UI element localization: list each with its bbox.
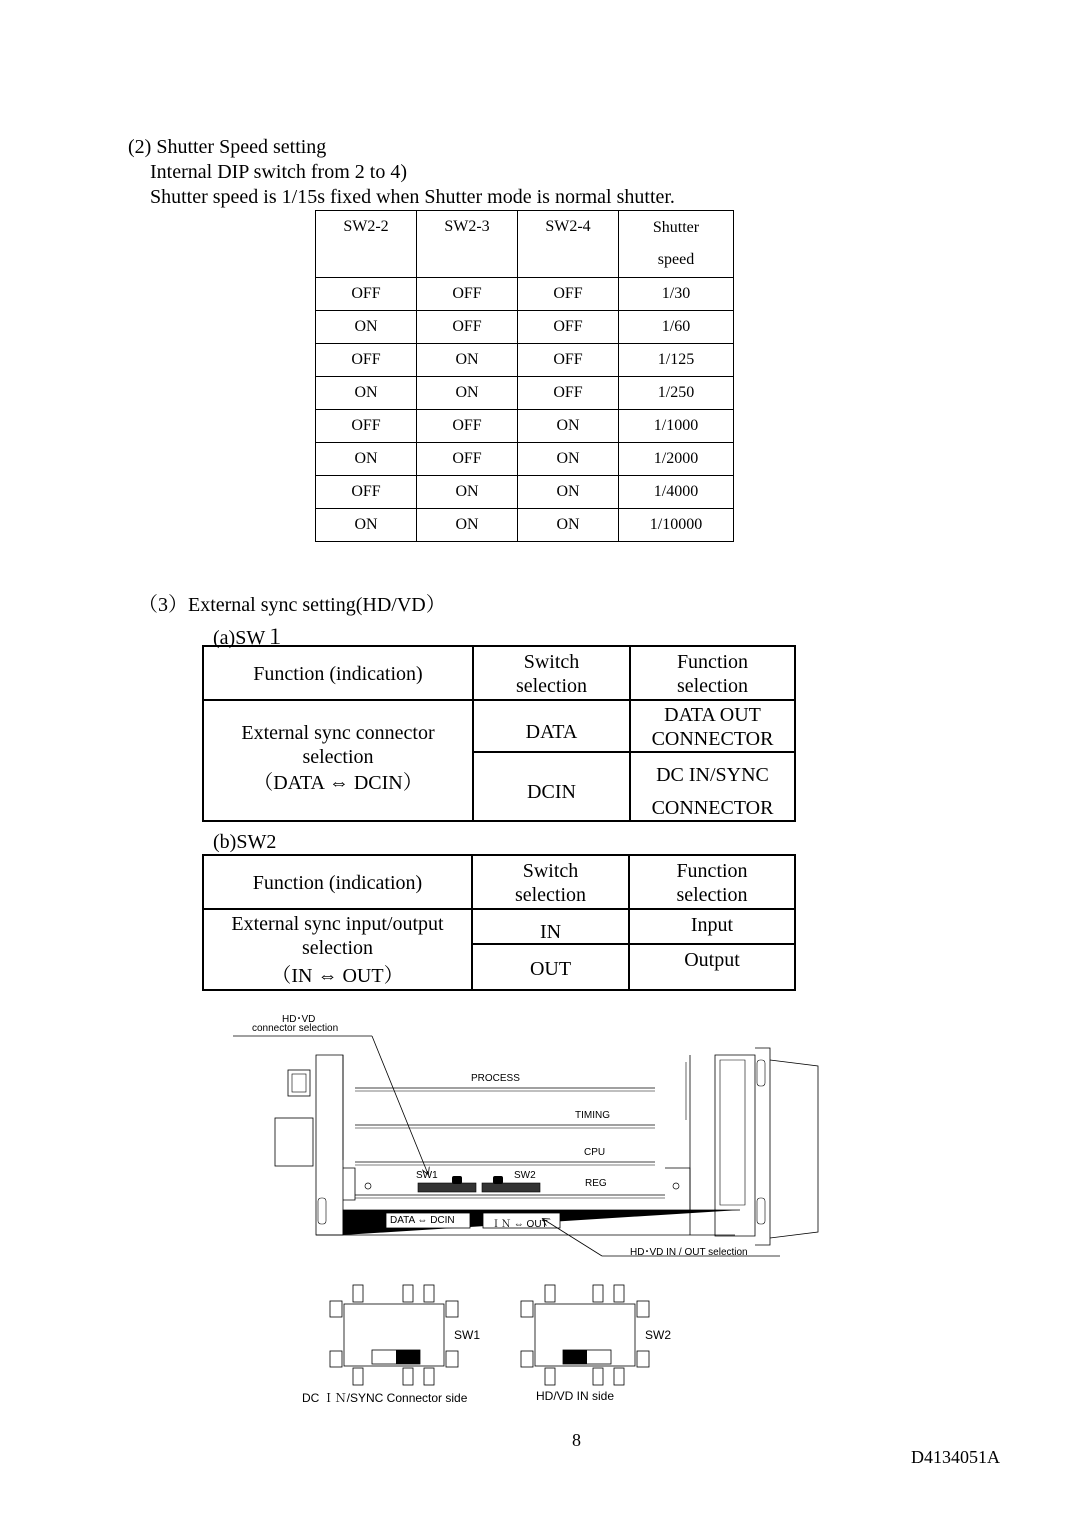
- cell: ON: [518, 476, 619, 509]
- section-2-subheading: Internal DIP switch from 2 to 4): [150, 161, 407, 183]
- sw2-header-function-selection: Function selection: [676, 860, 748, 906]
- cell: OFF: [417, 311, 518, 344]
- sw2-subheading: (b)SW2: [213, 831, 277, 853]
- sw1-detail-label: SW1: [454, 1328, 481, 1342]
- cell: ON: [518, 509, 619, 542]
- cell: ON: [316, 443, 417, 476]
- cell: OFF: [316, 344, 417, 377]
- sw1-board-label: SW1: [416, 1170, 438, 1181]
- cell: OFF: [417, 410, 518, 443]
- cell: 1/60: [619, 311, 734, 344]
- sw2-side-label: HD/VD IN side: [536, 1389, 615, 1403]
- cell: 1/30: [619, 278, 734, 311]
- cell: ON: [417, 344, 518, 377]
- header-shutter: Shutter: [652, 219, 700, 236]
- cell: OFF: [316, 410, 417, 443]
- cell: 1/1000: [619, 410, 734, 443]
- sw2-board-label: SW2: [514, 1170, 536, 1181]
- sw1-description: External sync connector selection （DATA ⇔ DCIN）: [241, 722, 435, 794]
- sw1-function-dcin-sync: DC IN/SYNC CONNECTOR: [651, 764, 774, 819]
- in-out-box-label: ＩＮ ⇔ OUT: [491, 1219, 548, 1230]
- section-3-heading: （3）External sync setting(HD/VD）: [138, 594, 446, 616]
- cell: ON: [518, 443, 619, 476]
- cell: ON: [316, 311, 417, 344]
- sw1-header-switch: Switch selection: [515, 651, 588, 697]
- sw1-function-data-out: DATA OUT CONNECTOR: [651, 704, 774, 750]
- cpu-board-label: CPU: [584, 1147, 606, 1158]
- cell: 1/250: [619, 377, 734, 410]
- cell: 1/4000: [619, 476, 734, 509]
- data-dcin-box-label: DATA ⇔ DCIN: [390, 1215, 455, 1226]
- sw2-function-input: Input: [690, 914, 734, 936]
- hdvd-label-line1: HD･VD: [282, 1014, 316, 1025]
- process-board-label: PROCESS: [471, 1073, 520, 1084]
- header-speed: speed: [657, 251, 695, 268]
- sw1-option-dcin: DCIN: [527, 781, 576, 803]
- timing-board-label: TIMING: [575, 1110, 610, 1121]
- cell: ON: [316, 509, 417, 542]
- cell: 1/2000: [619, 443, 734, 476]
- cell: ON: [417, 509, 518, 542]
- hdvd-inout-selection-label: HD･VD IN / OUT selection: [630, 1247, 748, 1258]
- reg-board-label: REG: [585, 1178, 607, 1189]
- cell: ON: [518, 410, 619, 443]
- cell: ON: [417, 476, 518, 509]
- header-sw2-4: SW2-4: [545, 218, 591, 235]
- sw1-header-function: Function (indication): [253, 663, 423, 685]
- header-sw2-2: SW2-2: [343, 218, 389, 235]
- cell: OFF: [518, 278, 619, 311]
- cell: OFF: [518, 344, 619, 377]
- sw2-header-switch: Switch selection: [514, 860, 587, 906]
- cell: ON: [417, 377, 518, 410]
- cell: OFF: [316, 278, 417, 311]
- sw1-subheading: (a)SW１: [213, 627, 286, 649]
- sw1-side-label: DC ＩＮ/SYNC Connector side: [302, 1391, 468, 1405]
- cell: OFF: [518, 311, 619, 344]
- sw2-option-out: OUT: [529, 958, 572, 980]
- cell: OFF: [518, 377, 619, 410]
- document-id: D4134051A: [911, 1447, 1000, 1467]
- sw1-header-function-selection: Function selection: [676, 651, 749, 697]
- sw2-function-output: Output: [684, 949, 740, 971]
- section-2-heading: (2) Shutter Speed setting: [128, 136, 327, 158]
- cell: OFF: [417, 278, 518, 311]
- sw1-option-data: DATA: [525, 721, 578, 743]
- cell: 1/10000: [619, 509, 734, 542]
- section-2-note: Shutter speed is 1/15s fixed when Shutter mode is normal shutter.: [150, 186, 675, 208]
- sw2-detail-label: SW2: [645, 1328, 672, 1342]
- page-number: 8: [572, 1430, 581, 1450]
- cell: 1/125: [619, 344, 734, 377]
- cell: OFF: [417, 443, 518, 476]
- sw2-option-in: IN: [539, 921, 562, 943]
- header-sw2-3: SW2-3: [444, 218, 490, 235]
- cell: OFF: [316, 476, 417, 509]
- cell: ON: [316, 377, 417, 410]
- hdvd-label-line2: connector selection: [252, 1023, 339, 1034]
- sw2-header-function: Function (indication): [252, 872, 423, 894]
- sw2-description: External sync input/output selection （IN ⇔ OUT）: [231, 913, 444, 987]
